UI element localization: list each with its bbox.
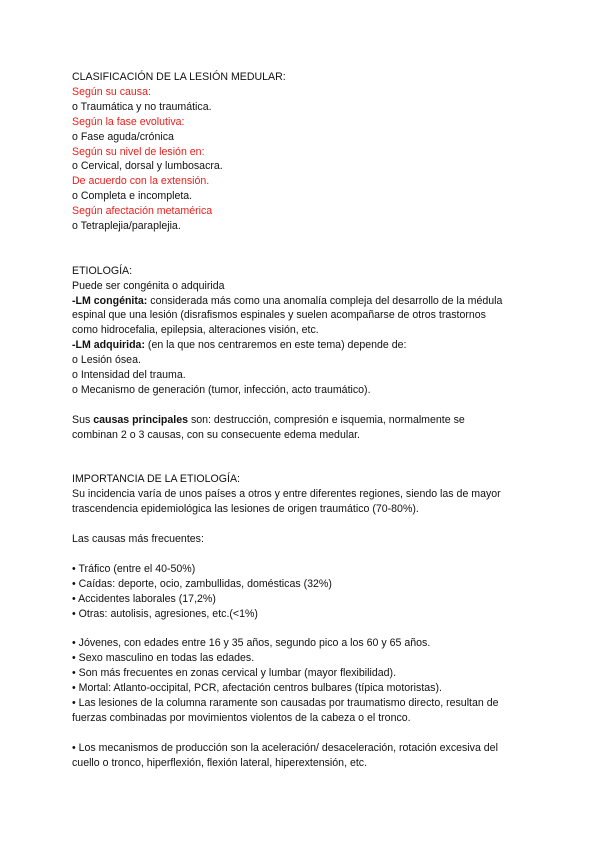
acquired-item-intensity: o Intensidad del trauma.	[72, 369, 186, 382]
document-page	[72, 70, 532, 770]
importance-title: IMPORTANCIA DE LA ETIOLOGÍA:	[72, 473, 240, 486]
cause-other: • Otras: autolisis, agresiones, etc.(<1%)	[72, 607, 258, 620]
congenital-line-3: como hidrocefalia, epilepsia, alteraciones visión, etc.	[72, 324, 319, 337]
mechanisms-1: • Los mecanismos de producción son la aceleración/ desaceleración, rotación excesiva del	[72, 741, 498, 754]
frequent-causes-title: Las causas más frecuentes:	[72, 533, 204, 546]
heading-extension: De acuerdo con la extensión.	[72, 175, 210, 188]
causes-post: son: destrucción, compresión e isquemia, normalmente se	[188, 413, 465, 426]
acquired-item-bone: o Lesión ósea.	[72, 354, 141, 367]
causes-pre: Sus	[72, 413, 94, 426]
etiology-title: ETIOLOGÍA:	[72, 264, 133, 277]
acquired-label: -LM adquirida:	[72, 339, 145, 352]
acquired-item-mechanism: o Mecanismo de generación (tumor, infección, acto traumático).	[72, 384, 371, 397]
item-metameric: o Tetraplejia/paraplejia.	[72, 220, 181, 233]
heading-level: Según su nivel de lesión en:	[72, 145, 205, 158]
importance-p1: Su incidencia varía de unos países a otros y entre diferentes regiones, siendo las de mayor	[72, 488, 501, 501]
item-extension: o Completa e incompleta.	[72, 190, 193, 203]
classification-section	[72, 70, 532, 234]
etiology-intro: Puede ser congénita o adquirida	[72, 279, 225, 292]
congenital-label: -LM congénita:	[72, 294, 148, 307]
demo-sex: • Sexo masculino en todas las edades.	[72, 652, 255, 665]
acquired-line-1	[72, 338, 532, 353]
importance-p2: trascendencia epidemiológica las lesiones de origen traumático (70-80%).	[72, 503, 419, 516]
congenital-text-1: considerada más como una anomalía compleja del desarrollo de la médula	[147, 294, 503, 307]
demo-zones: • Son más frecuentes en zonas cervical y lumbar (mayor flexibilidad).	[72, 667, 397, 680]
congenital-line-1	[72, 294, 532, 309]
causes-line-1	[72, 413, 532, 428]
cause-work: • Accidentes laborales (17,2%)	[72, 592, 216, 605]
mechanisms-2: cuello o tronco, hiperflexión, flexión lateral, hiperextensión, etc.	[72, 756, 368, 769]
heading-metameric: Según afectación metamérica	[72, 205, 213, 218]
congenital-line-2: espinal que una lesión (disrafismos espinales y suelen acompañarse de otros trastornos	[72, 309, 486, 322]
demo-column-1: • Las lesiones de la columna raramente son causadas por traumatismo directo, resultan de	[72, 696, 499, 709]
importance-section	[72, 472, 532, 770]
demo-age: • Jóvenes, con edades entre 16 y 35 años, segundo pico a los 60 y 65 años.	[72, 637, 431, 650]
item-level: o Cervical, dorsal y lumbosacra.	[72, 160, 223, 173]
etiology-section	[72, 264, 532, 443]
heading-phase: Según la fase evolutiva:	[72, 115, 185, 128]
item-cause: o Traumática y no traumática.	[72, 100, 212, 113]
cause-falls: • Caídas: deporte, ocio, zambullidas, domésticas (32%)	[72, 577, 332, 590]
demo-mortal: • Mortal: Atlanto-occipital, PCR, afectación centros bulbares (típica motoristas).	[72, 682, 442, 695]
causes-bold: causas principales	[93, 413, 189, 426]
heading-cause: Según su causa:	[72, 85, 151, 98]
acquired-text-1: (en la que nos centraremos en este tema) depende de:	[144, 339, 407, 352]
cause-traffic: • Tráfico (entre el 40-50%)	[72, 562, 196, 575]
classification-title: CLASIFICACIÓN DE LA LESIÓN MEDULAR:	[72, 71, 286, 83]
item-phase: o Fase aguda/crónica	[72, 130, 174, 143]
causes-line-2: combinan 2 o 3 causas, con su consecuente edema medular.	[72, 428, 360, 441]
demo-column-2: fuerzas combinadas por movimientos violentos de la cabeza o el tronco.	[72, 711, 411, 724]
